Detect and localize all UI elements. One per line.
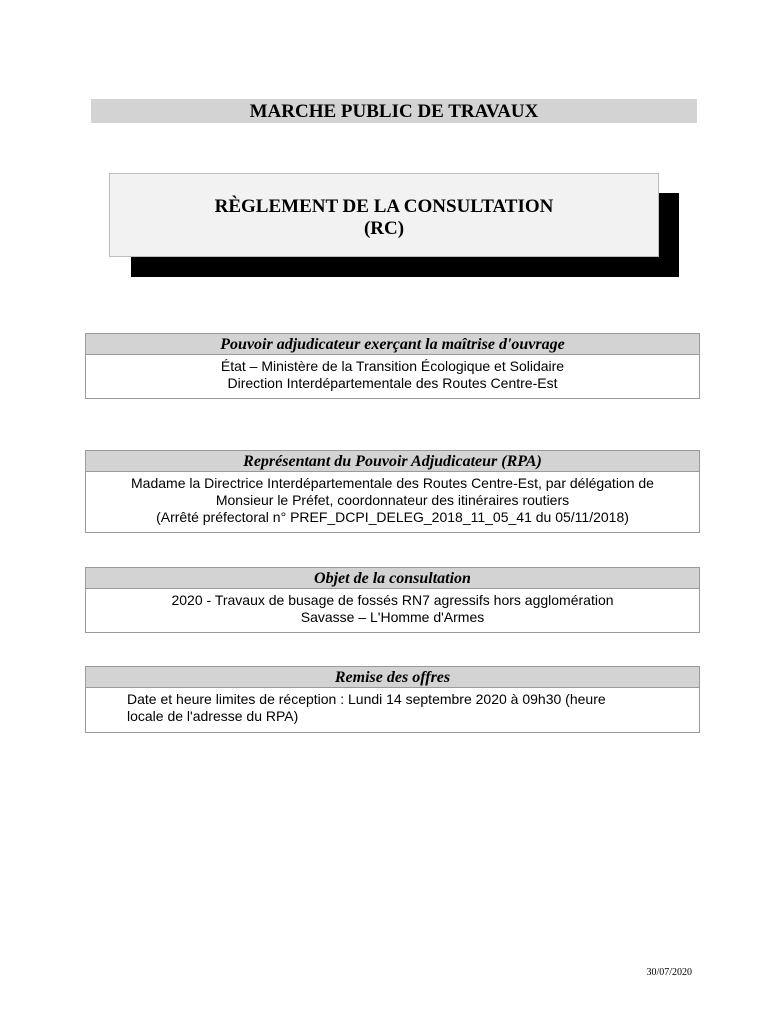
section-objet — [85, 567, 700, 633]
section-line: Direction Interdépartementale des Routes Centre-Est — [227, 375, 558, 391]
section-heading: Représentant du Pouvoir Adjudicateur (RPA) — [86, 451, 699, 472]
section-line: Date et heure limites de réception : Lundi 14 septembre 2020 à 09h30 (heure — [127, 691, 606, 707]
section-line: Madame la Directrice Interdépartementale des Routes Centre-Est, par délégation de — [131, 475, 654, 491]
section-heading: Objet de la consultation — [86, 568, 699, 589]
section-line: Monsieur le Préfet, coordonnateur des itinéraires routiers — [215, 492, 570, 508]
section-line: État – Ministère de la Transition Écologique et Solidaire — [220, 358, 565, 374]
section-body — [86, 688, 699, 725]
section-body — [86, 589, 699, 626]
section-body — [86, 472, 699, 526]
section-pouvoir-adjudicateur — [85, 333, 700, 399]
section-representant — [85, 450, 700, 533]
footer-date: 30/07/2020 — [646, 967, 692, 978]
section-body — [86, 355, 699, 392]
section-heading: Remise des offres — [86, 667, 699, 688]
section-line: Savasse – L'Homme d'Armes — [300, 609, 485, 625]
rc-title: RÈGLEMENT DE LA CONSULTATION — [214, 196, 554, 217]
section-line: 2020 - Travaux de busage de fossés RN7 agressifs hors agglomération — [171, 592, 614, 608]
rc-subtitle: (RC) — [363, 218, 405, 239]
section-heading: Pouvoir adjudicateur exerçant la maîtrise d'ouvrage — [86, 334, 699, 355]
section-line: locale de l'adresse du RPA) — [127, 708, 299, 724]
document-type-title: MARCHE PUBLIC DE TRAVAUX — [249, 101, 539, 122]
section-line: (Arrêté préfectoral n° PREF_DCPI_DELEG_2018_11_05_41 du 05/11/2018) — [156, 509, 629, 525]
document-banner — [91, 99, 697, 123]
rc-title-box — [109, 173, 659, 257]
section-remise-offres — [85, 666, 700, 733]
